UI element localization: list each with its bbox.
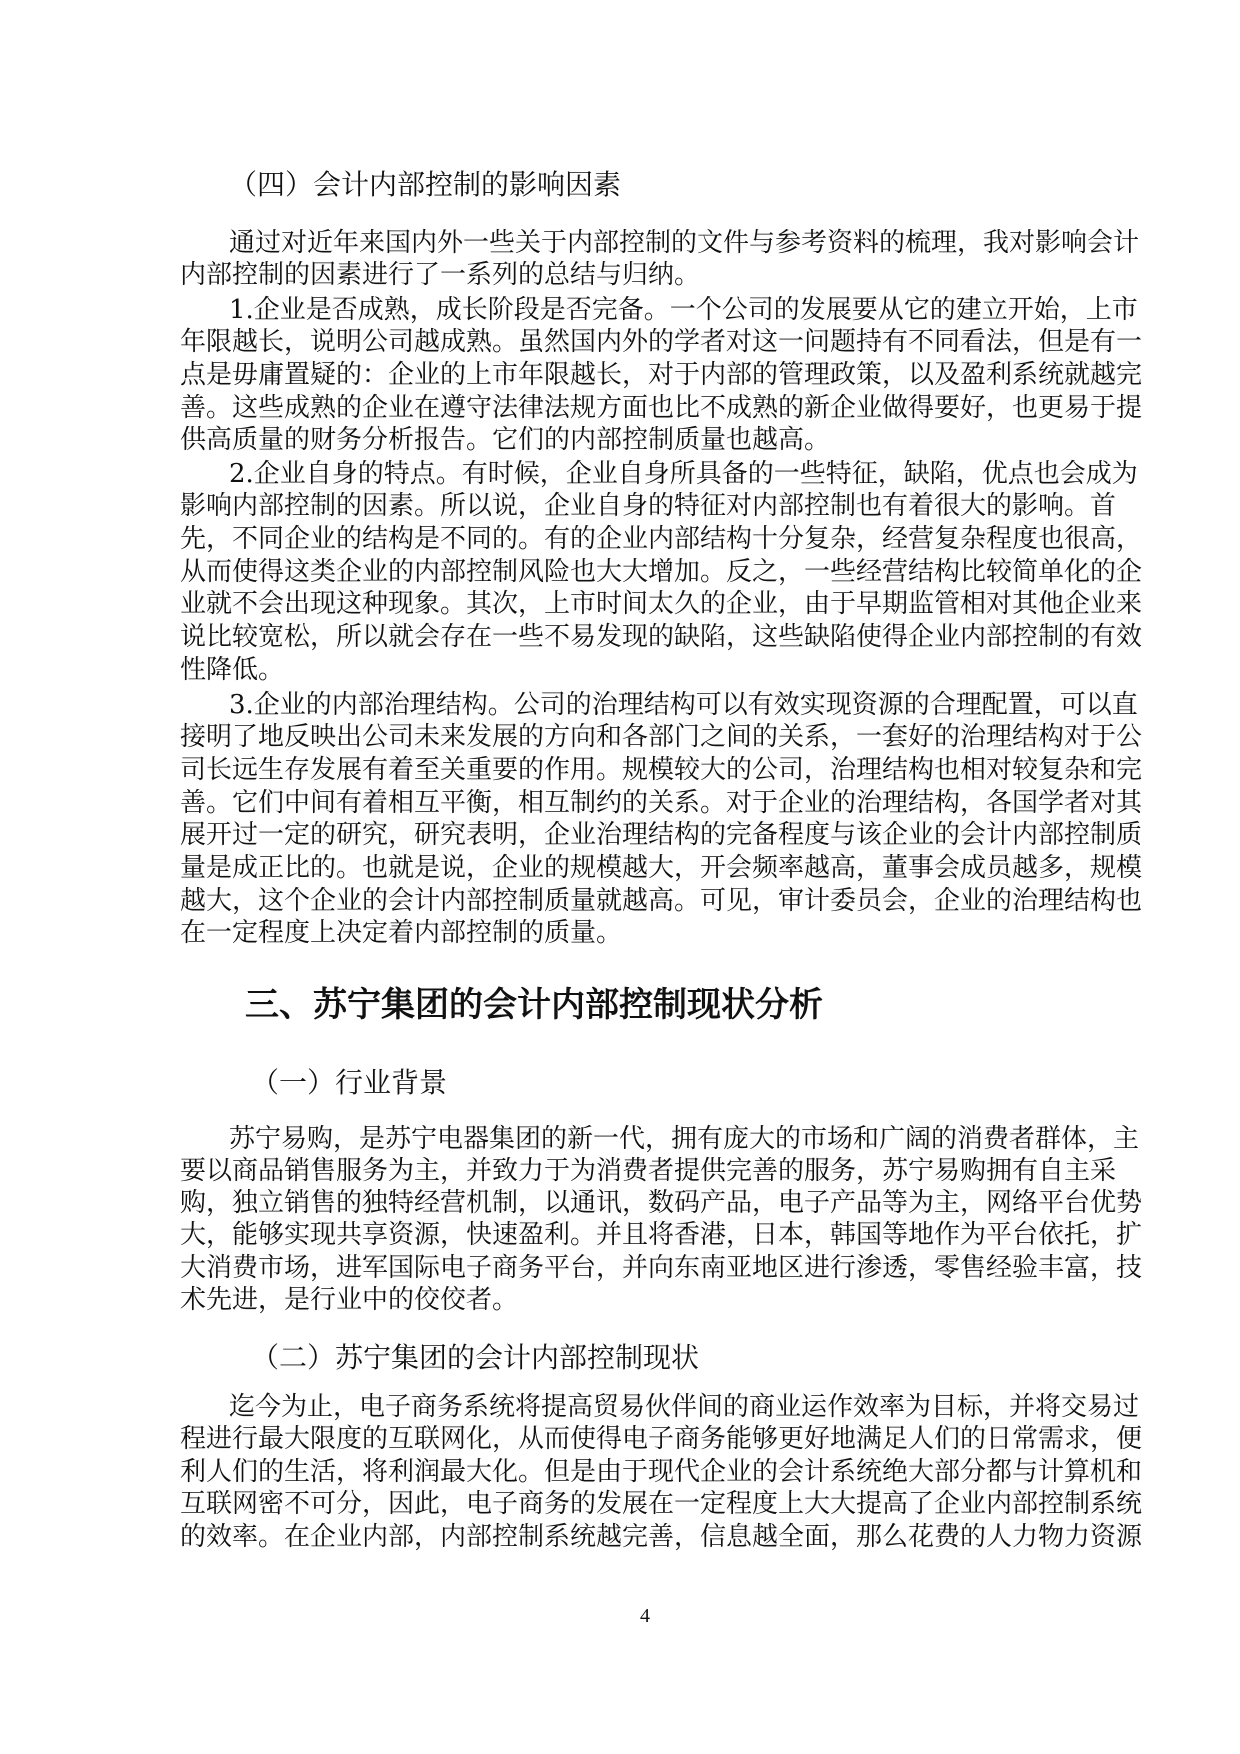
paragraph-line: 内部控制的因素进行了一系列的总结与归纳。	[180, 260, 701, 291]
paragraph-line: 3.企业的内部治理结构。公司的治理结构可以有效实现资源的合理配置，可以直	[229, 689, 1138, 720]
paragraph-line: 苏宁易购，是苏宁电器集团的新一代，拥有庞大的市场和广阔的消费者群体，主	[229, 1123, 1140, 1154]
paragraph-line: 司长远生存发展有着至关重要的作用。规模较大的公司，治理结构也相对较复杂和完	[180, 754, 1143, 785]
section-heading-factors: （四）会计内部控制的影响因素	[229, 168, 622, 201]
section-heading-suning-status: （二）苏宁集团的会计内部控制现状	[251, 1341, 700, 1374]
paragraph-line: 的效率。在企业内部，内部控制系统越完善，信息越全面，那么花费的人力物力资源	[180, 1521, 1143, 1552]
page-number: 4	[640, 1605, 650, 1627]
paragraph-line: 利人们的生活，将利润最大化。但是由于现代企业的会计系统绝大部分都与计算机和	[180, 1456, 1143, 1487]
paragraph-line: 大消费市场，进军国际电子商务平台，并向东南亚地区进行渗透，零售经验丰富，技	[180, 1252, 1143, 1283]
paragraph-line: 说比较宽松，所以就会存在一些不易发现的缺陷，这些缺陷使得企业内部控制的有效	[180, 622, 1143, 652]
paragraph-line: 术先进，是行业中的佼佼者。	[180, 1285, 519, 1315]
paragraph-line: 通过对近年来国内外一些关于内部控制的文件与参考资料的梳理，我对影响会计	[229, 227, 1140, 258]
paragraph-line: 业就不会出现这种现象。其次，上市时间太久的企业，由于早期监管相对其他企业来	[180, 589, 1143, 620]
paragraph-line: 从而使得这类企业的内部控制风险也大大增加。反之，一些经营结构比较简单化的企	[180, 556, 1143, 587]
paragraph-line: 2.企业自身的特点。有时候，企业自身所具备的一些特征，缺陷，优点也会成为	[229, 458, 1138, 489]
paragraph-line: 年限越长，说明公司越成熟。虽然国内外的学者对这一问题持有不同看法，但是有一	[180, 327, 1143, 358]
paragraph-line: 展开过一定的研究，研究表明，企业治理结构的完备程度与该企业的会计内部控制质	[180, 820, 1143, 851]
paragraph-line: 点是毋庸置疑的：企业的上市年限越长，对于内部的管理政策，以及盈利系统就越完	[180, 359, 1143, 390]
paragraph-line: 越大，这个企业的会计内部控制质量就越高。可见，审计委员会，企业的治理结构也	[180, 885, 1143, 916]
paragraph-line: 影响内部控制的因素。所以说，企业自身的特征对内部控制也有着很大的影响。首	[180, 491, 1117, 522]
paragraph-line: 善。这些成熟的企业在遵守法律法规方面也比不成熟的新企业做得要好，也更易于提	[180, 392, 1143, 423]
paragraph-line: 在一定程度上决定着内部控制的质量。	[180, 918, 623, 949]
paragraph-line: 性降低。	[180, 654, 285, 685]
paragraph-line: 互联网密不可分，因此，电子商务的发展在一定程度上大大提高了企业内部控制系统	[180, 1489, 1143, 1519]
paragraph-line: 大，能够实现共享资源，快速盈利。并且将香港，日本，韩国等地作为平台依托，扩	[180, 1220, 1143, 1251]
paragraph-line: 购，独立销售的独特经营机制，以通讯，数码产品，电子产品等为主，网络平台优势	[180, 1188, 1143, 1219]
paragraph-line: 1.企业是否成熟，成长阶段是否完备。一个公司的发展要从它的建立开始，上市	[229, 294, 1138, 325]
chapter-heading-suning-analysis: 三、苏宁集团的会计内部控制现状分析	[245, 985, 823, 1025]
section-heading-industry-background: （一）行业背景	[251, 1066, 448, 1099]
paragraph-line: 供高质量的财务分析报告。它们的内部控制质量也越高。	[180, 425, 831, 456]
paragraph-line: 接明了地反映出公司未来发展的方向和各部门之间的关系，一套好的治理结构对于公	[180, 722, 1143, 753]
paragraph-line: 善。它们中间有着相互平衡，相互制约的关系。对于企业的治理结构，各国学者对其	[180, 787, 1143, 818]
paragraph-line: 程进行最大限度的互联网化，从而使得电子商务能够更好地满足人们的日常需求，便	[180, 1424, 1143, 1454]
paragraph-line: 迄今为止，电子商务系统将提高贸易伙伴间的商业运作效率为目标，并将交易过	[229, 1391, 1140, 1422]
paragraph-line: 量是成正比的。也就是说，企业的规模越大，开会频率越高，董事会成员越多，规模	[180, 853, 1143, 883]
paragraph-line: 要以商品销售服务为主，并致力于为消费者提供完善的服务，苏宁易购拥有自主采	[180, 1155, 1117, 1186]
paragraph-line: 先，不同企业的结构是不同的。有的企业内部结构十分复杂，经营复杂程度也很高，	[180, 523, 1143, 554]
